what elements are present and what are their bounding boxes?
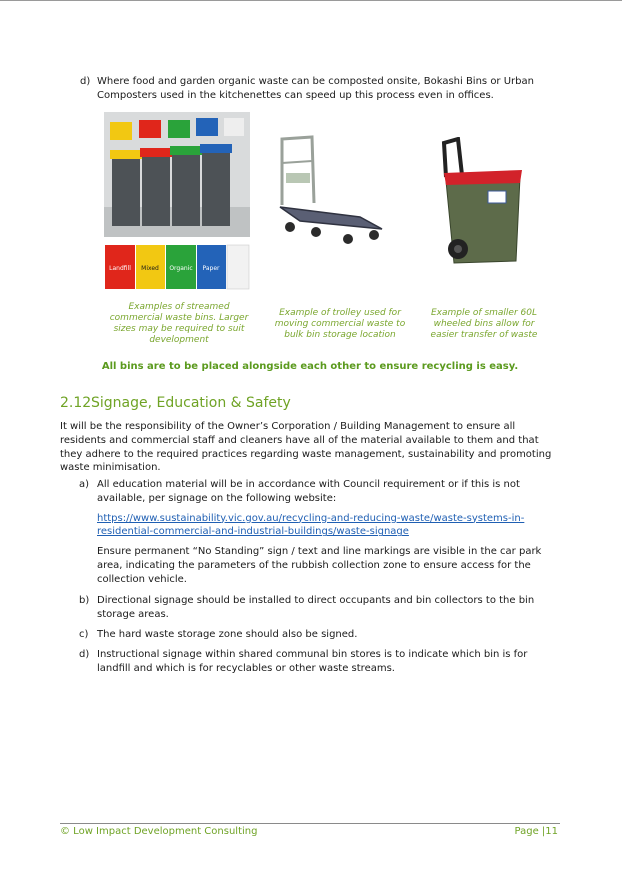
wheelie-bin-image	[440, 137, 524, 267]
caption-wheelie-bin: Example of smaller 60L wheeled bins allow for easier transfer of waste	[430, 308, 538, 340]
list-item-text: Where food and garden organic waste can be composted onsite, Bokashi Bins or Urban Composters used in the kitchenettes can speed up this process even in offices.	[97, 76, 534, 101]
footer-page-number: Page |11	[514, 826, 558, 837]
list-marker: c)	[79, 629, 89, 640]
footer-copyright: © Low Impact Development Consulting	[60, 826, 258, 837]
bin-label: Landfill	[109, 265, 131, 272]
trolley-image	[276, 133, 386, 248]
section-title: Signage, Education & Safety	[91, 395, 291, 411]
no-standing-note: Ensure permanent “No Standing” sign / text and line markings are visible in the car park area, indicating the parameters of the rubbish collection zone to ensure access for the collection vehicle.	[97, 546, 542, 585]
section-intro: It will be the responsibility of the Owner’s Corporation / Building Management to ensure all residents and commercial staff and cleaners have all of the material available to them and that they adhere to the required practices regarding waste management, sustainability and promoting waste minimisation.	[60, 421, 552, 474]
list-marker: d)	[80, 76, 91, 87]
section-heading	[60, 394, 560, 412]
list-marker: a)	[79, 479, 90, 490]
bin-label: Organic	[169, 265, 193, 272]
recycling-banner: All bins are to be placed alongside each other to ensure recycling is easy.	[101, 361, 519, 372]
list-item-text: Instructional signage within shared communal bin stores is to indicate which bin is for landfill and which is for recyclables or other waste streams.	[97, 649, 528, 674]
bin-label: Paper	[202, 265, 220, 272]
list-item-text: Directional signage should be installed to direct occupants and bin collectors to the bin storage areas.	[97, 595, 535, 620]
section-number: 2.12	[60, 395, 92, 411]
list-marker: b)	[79, 595, 90, 606]
list-marker: d)	[79, 649, 90, 660]
streamed-bins-image	[104, 112, 250, 292]
caption-trolley: Example of trolley used for moving commercial waste to bulk bin storage location	[274, 308, 406, 340]
footer-rule	[60, 823, 560, 824]
bin-label: Mixed	[141, 265, 159, 272]
page-top-rule	[0, 0, 622, 1]
waste-signage-link[interactable]: https://www.sustainability.vic.gov.au/recycling-and-reducing-waste/waste-systems-in-residential-commercial-and-industrial-buildings/waste-signage	[97, 512, 525, 538]
caption-streamed-bins: Examples of streamed commercial waste bins. Larger sizes may be required to suit development	[109, 302, 249, 345]
list-item-text: All education material will be in accordance with Council requirement or if this is not available, per signage on the following website:	[97, 479, 520, 504]
list-item-text: The hard waste storage zone should also be signed.	[97, 629, 358, 640]
